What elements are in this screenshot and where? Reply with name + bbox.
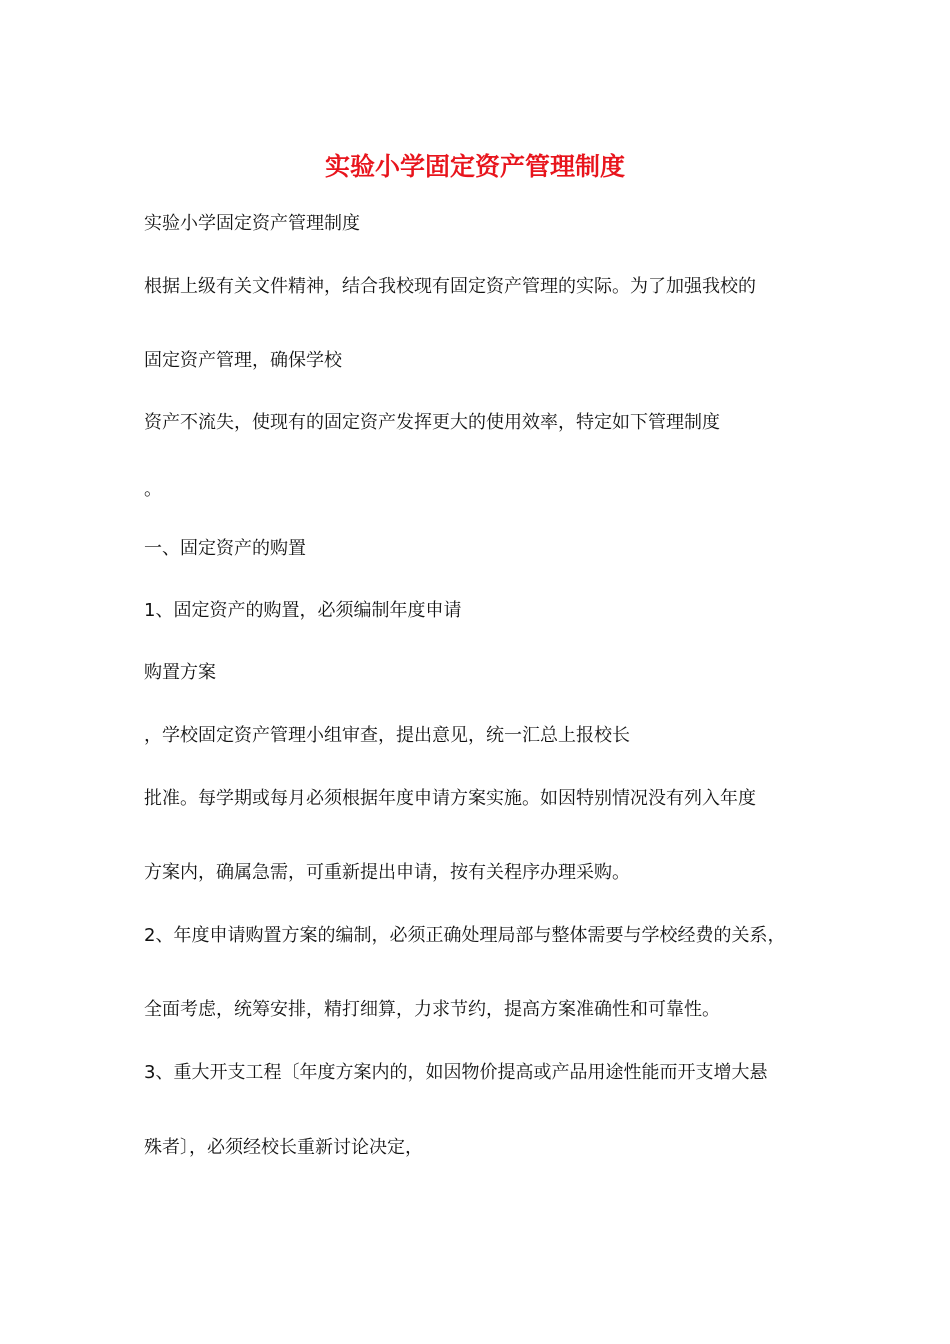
body-line: 方案内，确属急需，可重新提出申请，按有关程序办理采购。 [144, 862, 630, 883]
body-line: 全面考虑，统筹安排，精打细算，力求节约，提高方案准确性和可靠性。 [144, 999, 720, 1020]
body-line: 。 [144, 479, 162, 500]
body-line: 固定资产管理，确保学校 [144, 350, 342, 371]
section-heading: 一、固定资产的购置 [144, 538, 306, 559]
body-line: 3、重大开支工程〔年度方案内的，如因物价提高或产品用途性能而开支增大悬 [144, 1062, 768, 1083]
body-line: 2、年度申请购置方案的编制，必须正确处理局部与整体需要与学校经费的关系， [144, 925, 786, 946]
body-line: 1、固定资产的购置，必须编制年度申请 [144, 600, 462, 621]
body-line: 根据上级有关文件精神，结合我校现有固定资产管理的实际。为了加强我校的 [144, 276, 756, 297]
body-line: 批准。每学期或每月必须根据年度申请方案实施。如因特别情况没有列入年度 [144, 788, 756, 809]
subtitle-line: 实验小学固定资产管理制度 [144, 213, 360, 234]
body-line: 资产不流失，使现有的固定资产发挥更大的使用效率，特定如下管理制度 [144, 412, 720, 433]
body-line: 购置方案 [144, 662, 216, 683]
body-line: 殊者〕，必须经校长重新讨论决定， [144, 1137, 423, 1158]
body-line: ，学校固定资产管理小组审查，提出意见，统一汇总上报校长 [144, 725, 630, 746]
document-title: 实验小学固定资产管理制度 [324, 152, 625, 181]
